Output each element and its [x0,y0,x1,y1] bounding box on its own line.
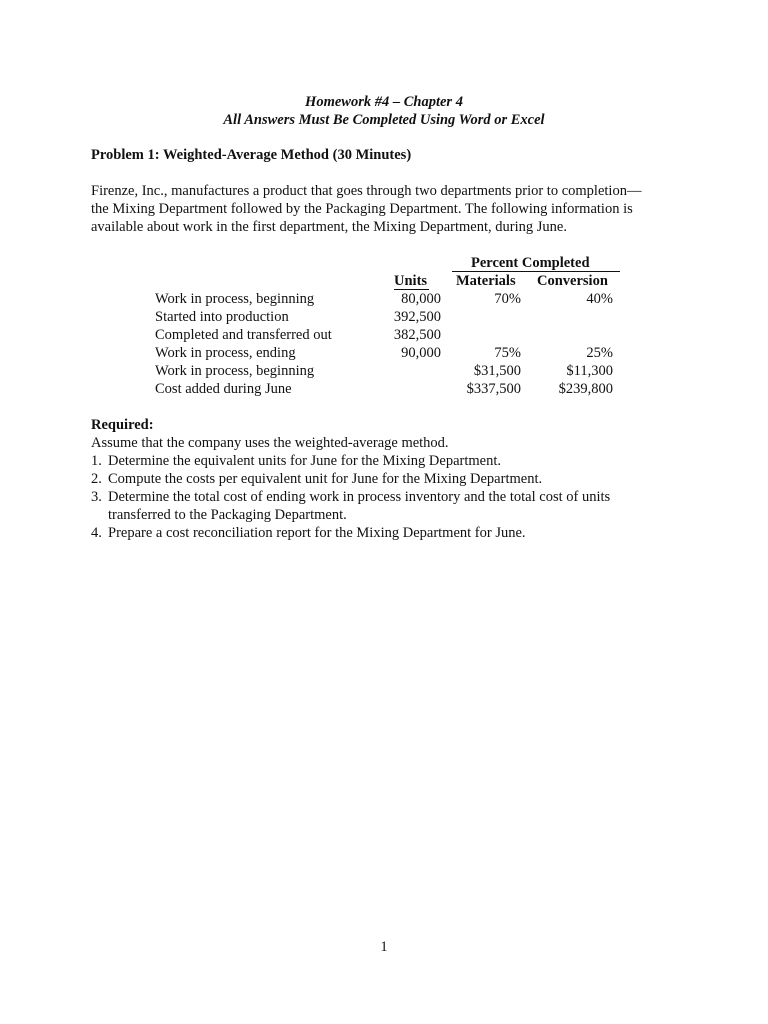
item-text: Determine the total cost of ending work in process inventory and the total cost of units [108,489,611,505]
conversion-value: $11,300 [566,363,613,379]
required-list [91,452,691,542]
units-value: 80,000 [401,291,441,307]
item-text: Determine the equivalent units for June for the Mixing Department. [108,453,502,469]
percent-completed-header: Percent Completed [471,255,590,271]
row-label: Work in process, beginning [155,363,315,379]
intro-line: Firenze, Inc., manufactures a product that goes through two departments prior to completion— [91,183,642,199]
document-title: Homework #4 – Chapter 4 [305,94,463,110]
list-item [91,470,691,488]
conversion-value: 40% [586,291,613,307]
required-section [91,434,691,542]
item-number: 2. [91,471,102,487]
row-label: Cost added during June [155,381,292,397]
intro-line: available about work in the first department, the Mixing Department, during June. [91,219,567,235]
conversion-value: 25% [586,345,613,361]
required-heading: Required: [91,417,154,433]
materials-value: $337,500 [466,381,521,397]
list-item [91,488,691,524]
page-number: 1 [380,939,388,955]
item-number: 3. [91,489,102,505]
units-column-header: Units [394,273,428,289]
item-text: Compute the costs per equivalent unit for June for the Mixing Department. [108,471,543,487]
units-value: 382,500 [393,327,441,343]
production-data-table [0,0,768,420]
list-item [91,524,691,542]
materials-value: 70% [494,291,521,307]
materials-value: $31,500 [473,363,521,379]
item-text: Prepare a cost reconciliation report for the Mixing Department for June. [108,525,526,541]
item-number: 4. [91,525,102,541]
intro-line: the Mixing Department followed by the Packaging Department. The following information is [91,201,633,217]
units-value: 392,500 [393,309,441,325]
materials-value: 75% [494,345,521,361]
units-value: 90,000 [401,345,441,361]
materials-column-header: Materials [456,273,516,289]
row-label: Started into production [155,309,289,325]
document-subtitle: All Answers Must Be Completed Using Word or Excel [223,112,545,128]
problem-heading: Problem 1: Weighted-Average Method (30 Minutes) [91,147,412,163]
list-item [91,452,691,470]
required-assumption: Assume that the company uses the weighted-average method. [91,435,449,451]
conversion-column-header: Conversion [537,273,608,289]
row-label: Work in process, beginning [155,291,315,307]
item-number: 1. [91,453,102,469]
conversion-value: $239,800 [558,381,613,397]
row-label: Work in process, ending [155,345,296,361]
row-label: Completed and transferred out [155,327,332,343]
item-text-continued: transferred to the Packaging Department. [108,507,347,523]
